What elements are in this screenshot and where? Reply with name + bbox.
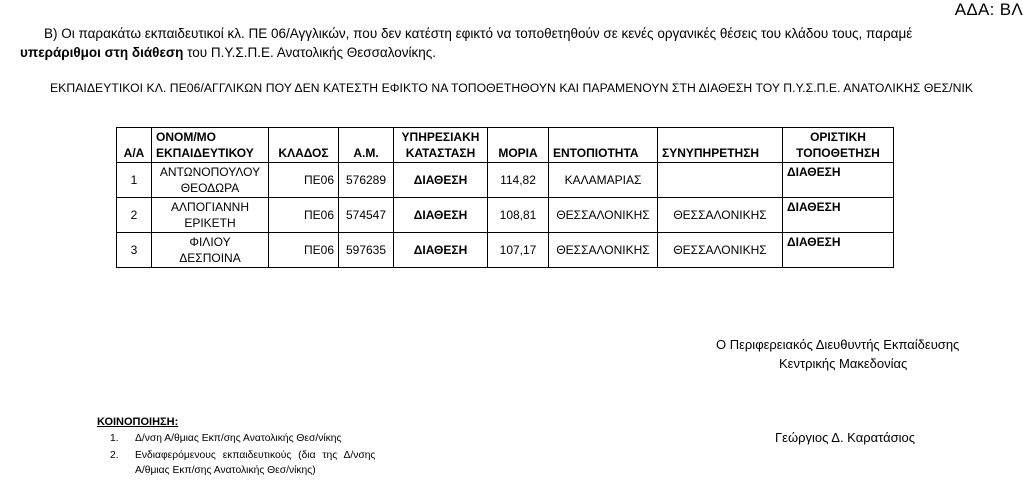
cell-final-placement: ΔΙΑΘΕΣΗ [783,233,894,268]
cell-synyperetisi: ΘΕΣΣΑΛΟΝΙΚΗΣ [658,233,783,268]
cell-firstname: ΘΕΟΔΩΡΑ [180,181,240,195]
header-am: Α.Μ. [339,128,394,163]
notification-item-number: 2. [110,450,119,461]
cell-final-placement: ΔΙΑΘΕΣΗ [783,163,894,198]
cell-klados: ΠΕ06 [269,233,339,268]
header-moria: ΜΟΡΙΑ [488,128,549,163]
notification-item-continuation: Α/θμιας Εκπ/σης Ανατολικής Θεσ/νίκης) [135,465,316,476]
table-header-row [117,128,894,163]
notification-item: Ενδιαφερόμενους εκπαιδευτικούς (δια της Δ/νσης [135,450,376,461]
cell-moria: 114,82 [488,163,549,198]
cell-klados: ΠΕ06 [269,163,339,198]
cell-surname: ΦΙΛΙΟΥ [189,235,231,249]
cell-surname: ΑΝΤΩΝΟΠΟΥΛΟΥ [159,165,261,179]
cell-synyperetisi [658,163,783,198]
intro-paragraph-line-1: Β) Οι παρακάτω εκπαιδευτικοί κλ. ΠΕ 06/Αγγλικών, που δεν κατέστη εφικτό να τοποθετηθούν σε κενές οργανικές θέσεις του κλάδου τους, παραμέ [44,26,913,41]
cell-surname: ΑΛΠΟΓΙΑΝΝΗ [171,200,249,214]
cell-aa: 2 [117,198,152,233]
cell-synyperetisi: ΘΕΣΣΑΛΟΝΙΚΗΣ [658,198,783,233]
intro-line-2-rest: του Π.Υ.Σ.Π.Ε. Ανατολικής Θεσσαλονίκης. [183,45,437,60]
cell-moria: 107,17 [488,233,549,268]
teachers-table [116,127,894,268]
cell-name [152,163,269,198]
cell-am: 576289 [339,163,394,198]
cell-am: 574547 [339,198,394,233]
header-final-line-2: ΤΟΠΟΘΕΤΗΣΗ [796,146,880,160]
header-status [394,128,488,163]
cell-name [152,198,269,233]
signatory-name: Γεώργιος Δ. Καρατάσιος [775,430,915,445]
cell-name [152,233,269,268]
table-row [117,198,894,233]
signatory-title-line-2: Κεντρικής Μακεδονίας [779,356,908,371]
signatory-title-line-1: Ο Περιφερειακός Διευθυντής Εκπαίδευσης [716,337,960,352]
header-name [152,128,269,163]
cell-firstname: ΔΕΣΠΟΙΝΑ [179,251,241,265]
cell-status: ΔΙΑΘΕΣΗ [394,163,488,198]
notification-title: ΚΟΙΝΟΠΟΙΗΣΗ: [97,416,179,428]
cell-entopiotita: ΚΑΛΑΜΑΡΙΑΣ [549,163,658,198]
header-aa: Α/Α [117,128,152,163]
header-name-line-1: ΟΝΟΜ/ΜΟ [156,130,216,144]
ada-reference: ΑΔΑ: ΒΛ [954,0,1023,19]
cell-status: ΔΙΑΘΕΣΗ [394,198,488,233]
cell-aa: 3 [117,233,152,268]
header-final-placement [783,128,894,163]
header-name-line-2: ΕΚΠΑΙΔΕΥΤΙΚΟΥ [156,146,254,160]
header-status-line-2: ΚΑΤΑΣΤΑΣΗ [405,146,476,160]
cell-status: ΔΙΑΘΕΣΗ [394,233,488,268]
header-status-line-1: ΥΠΗΡΕΣΙΑΚΗ [401,130,480,144]
intro-paragraph-line-2 [20,45,436,60]
cell-am: 597635 [339,233,394,268]
header-entopiotita: ΕΝΤΟΠΙΟΤΗΤΑ [549,128,658,163]
cell-final-placement: ΔΙΑΘΕΣΗ [783,198,894,233]
notification-item-number: 1. [110,433,119,444]
cell-moria: 108,81 [488,198,549,233]
table-row [117,163,894,198]
header-final-line-1: ΟΡΙΣΤΙΚΗ [810,130,866,144]
table-caption: ΕΚΠΑΙΔΕΥΤΙΚΟΙ ΚΛ. ΠΕ06/ΑΓΓΛΙΚΩΝ ΠΟΥ ΔΕΝ ΚΑΤΕΣΤΗ ΕΦΙΚΤΟ ΝΑ ΤΟΠΟΘΕΤΗΘΟΥΝ ΚΑΙ ΠΑΡΑΜΕΝΟΥΝ ΣΤΗ ΔΙΑΘΕΣΗ ΤΟΥ Π.Υ.Σ.Π.Ε. ΑΝΑΤΟΛΙΚΗΣ ΘΕΣ/ΝΙΚ [50,81,974,95]
cell-entopiotita: ΘΕΣΣΑΛΟΝΙΚΗΣ [549,198,658,233]
table-row [117,233,894,268]
notification-item: Δ/νση Α/θμιας Εκπ/σης Ανατολικής Θεσ/νίκης [135,433,342,444]
cell-entopiotita: ΘΕΣΣΑΛΟΝΙΚΗΣ [549,233,658,268]
cell-aa: 1 [117,163,152,198]
header-synyperetisi: ΣΥΝΥΠΗΡΕΤΗΣΗ [658,128,783,163]
cell-klados: ΠΕ06 [269,198,339,233]
header-klados: ΚΛΑΔΟΣ [269,128,339,163]
cell-firstname: ΕΡΙΚΕΤΗ [184,216,236,230]
intro-bold-phrase: υπεράριθμοι στη διάθεση [20,45,184,60]
